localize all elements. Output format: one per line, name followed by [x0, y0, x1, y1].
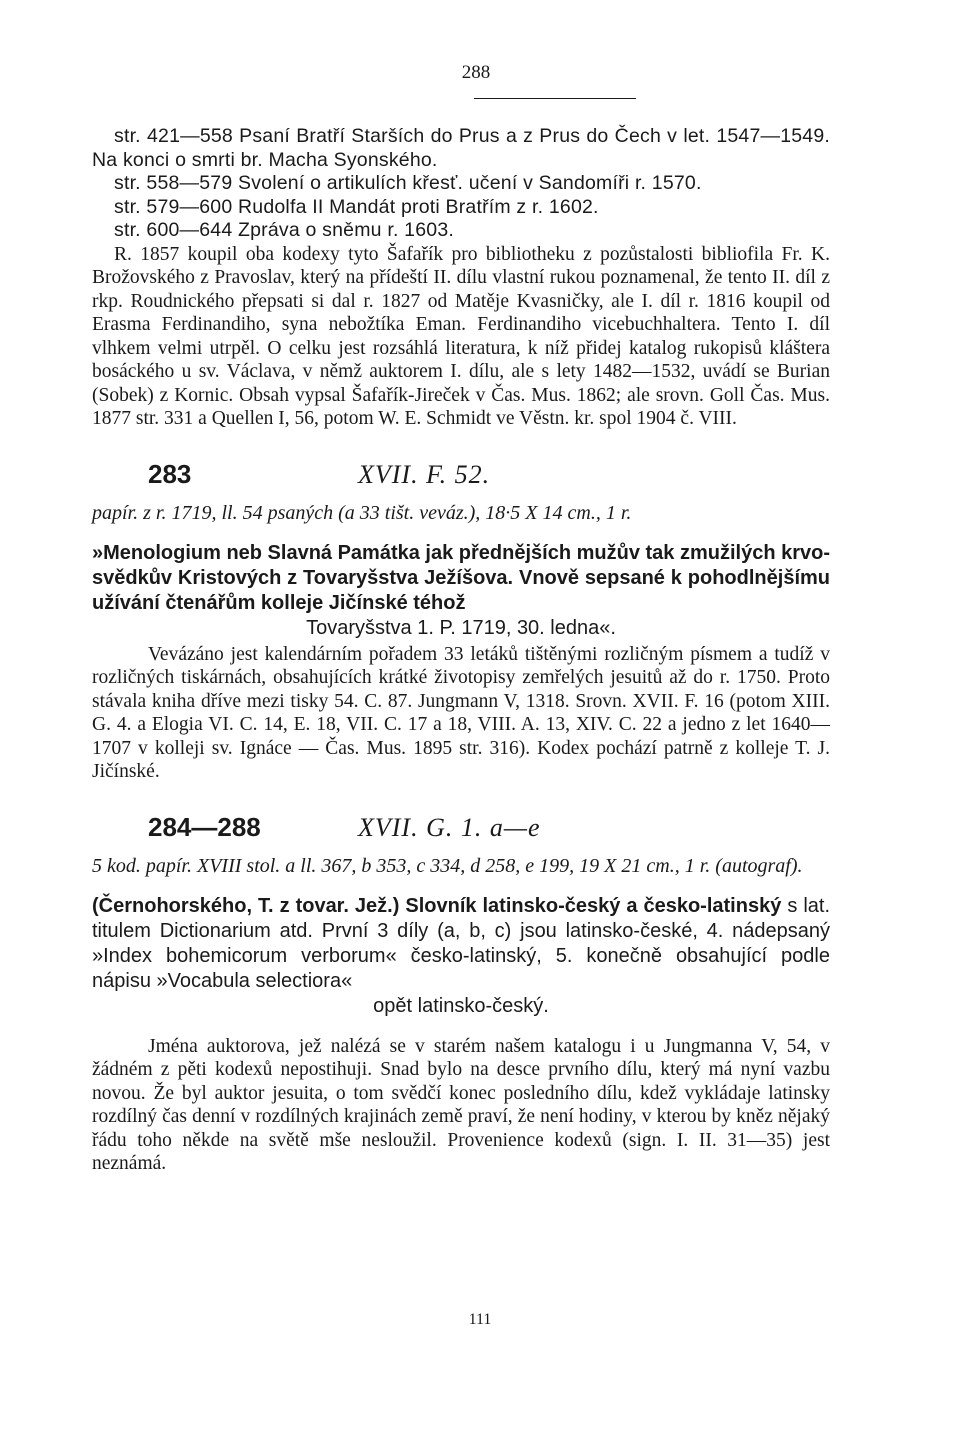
- title-text: »Menologium neb Slavná Památka jak přednějších mužův tak zmužilých krvo-svědkův Kristových z Tovaryšstva Ježíšova. Vnově sepsané k pohodlnějšímu užívání čtenářům kolleje Jičínské téhož: [92, 541, 830, 614]
- provenance-note: R. 1857 koupil oba kodexy tyto Šafařík pro bibliotheku z pozůstalosti bibliofila Fr. K. Brožovského z Pravoslav, který na přídeští II. dílu vlastní rukou poznamenal, že tento II. díl z rkp. Roudnického přepsati si dal r. 1827 od Matěje Kvasničky, ale I. díl r. 1816 koupil od Erasma Ferdinandiho, syna nebožtíka Eman. Ferdinandiho vicebuchhaltera. Tento I. díl vlhkem velmi utrpěl. O celku jest rozsáhlá literatura, k níž přidej katalog rukopisů kláštera bosáckého u sv. Václava, v němž auktorem I. dílu, ale s lety 1482—1532, uvádí se Burian (Sobek) z Kornic. Obsah vypsal Šafařík-Jireček v Čas. Mus. 1862; ale srovn. Goll Čas. Mus. 1877 str. 331 a Quellen I, 56, potom W. E. Schmidt ve Věstn. kr. spol 1904 č. VIII.: [92, 243, 830, 429]
- entry-heading: [92, 812, 830, 843]
- manuscript-title: [92, 541, 830, 641]
- physical-description: papír. z r. 1719, ll. 54 psaných (a 33 tišt. veváz.), 18·5 X 14 cm., 1 r.: [92, 501, 632, 524]
- page-number: 288: [461, 62, 491, 83]
- manuscript-title: [92, 894, 830, 1019]
- note-text: Vevázáno jest kalendárním pořadem 33 letáků tištěnými rozličným písmem a tudíž v rozličných tiskárnách, obsahujících krátké životopisy zemřelých jesuitů až do r. 1750. Proto stávala kniha dříve mezi tisky 54. C. 87. Jungmann V, 1318. Srovn. XVII. F. 16 (potom XIII. G. 4. a Elogia VI. C. 14, E. 18, VII. C. 17 a 18, VIII. A. 13, XIV. C. 22 a jedno z let 1640—1707 v kolleji sv. Ignáce — Čas. Mus. 1895 str. 316). Kodex pochází patrně z kolleje T. J. Jičínské.: [92, 643, 830, 782]
- entry-number: 283: [148, 458, 192, 489]
- title-ending: Tovaryšstva 1. P. 1719, 30. ledna«.: [306, 616, 616, 639]
- header-rule: [474, 98, 636, 99]
- entry-note: [92, 643, 830, 784]
- entry-note: [92, 1035, 830, 1176]
- title-ending: opět latinsko-český.: [373, 994, 549, 1017]
- shelfmark: XVII. F. 52.: [358, 459, 491, 489]
- shelfmark: XVII. G. 1. a—e: [358, 812, 541, 842]
- title-rest-text: s lat. titulem Dictionarium atd. První 3 díly (a, b, c) jsou latinsko-české, 4. nádepsaný »Index bohemicorum verborum« česko-latinský, 5. konečně obsahující podle nápisu »Vocabula selectiora«: [92, 894, 830, 992]
- note-text: Jména auktorova, jež nalézá se v starém našem katalogu i u Jungmanna V, 54, v žádném z pěti kodexů nepostihuji. Snad bylo na desce prvního dílu, který má nyní vazbu novou. Že byl auktor jesuita, o tom svědčí konec posledního dílu, kdež vykládaje latinsky rozdílný čas denní v rozdílných krajinách země praví, že není hodiny, v kterou by kněz nějaký řádu toho někde na světě mše nesloužil. Provenience kodexů (sign. I. II. 31—35) jest neznámá.: [92, 1035, 830, 1174]
- sheet-signature-number: 111: [468, 1311, 492, 1328]
- entry-heading: [92, 459, 830, 490]
- contents-line-2: str. 558—579 Svolení o artikulích křesť. učení v Sandomíři r. 1570.: [114, 172, 702, 194]
- contents-line-3: str. 579—600 Rudolfa II Mandát proti Bratřím z r. 1602.: [114, 195, 599, 218]
- contents-line-1: str. 421—558 Psaní Bratří Starších do Prus a z Prus do Čech v let. 1547—1549. Na konci o smrti br. Macha Syonského.: [92, 125, 830, 171]
- title-bold-text: (Černohorského, T. z tovar. Jež.) Slovník latinsko-český a česko-latinský: [92, 894, 782, 917]
- title-paragraph: [92, 894, 830, 994]
- catalog-entry-284-288: [92, 812, 830, 1176]
- entry-number: 284—288: [148, 811, 261, 842]
- physical-description: 5 kod. papír. XVIII stol. a ll. 367, b 353, c 334, d 258, e 199, 19 X 21 cm., 1 r. (autograf).: [92, 854, 803, 877]
- previous-entry-continuation: [92, 125, 830, 431]
- contents-line-4: str. 600—644 Zpráva o sněmu r. 1603.: [114, 219, 454, 241]
- catalog-entry-283: [92, 459, 830, 784]
